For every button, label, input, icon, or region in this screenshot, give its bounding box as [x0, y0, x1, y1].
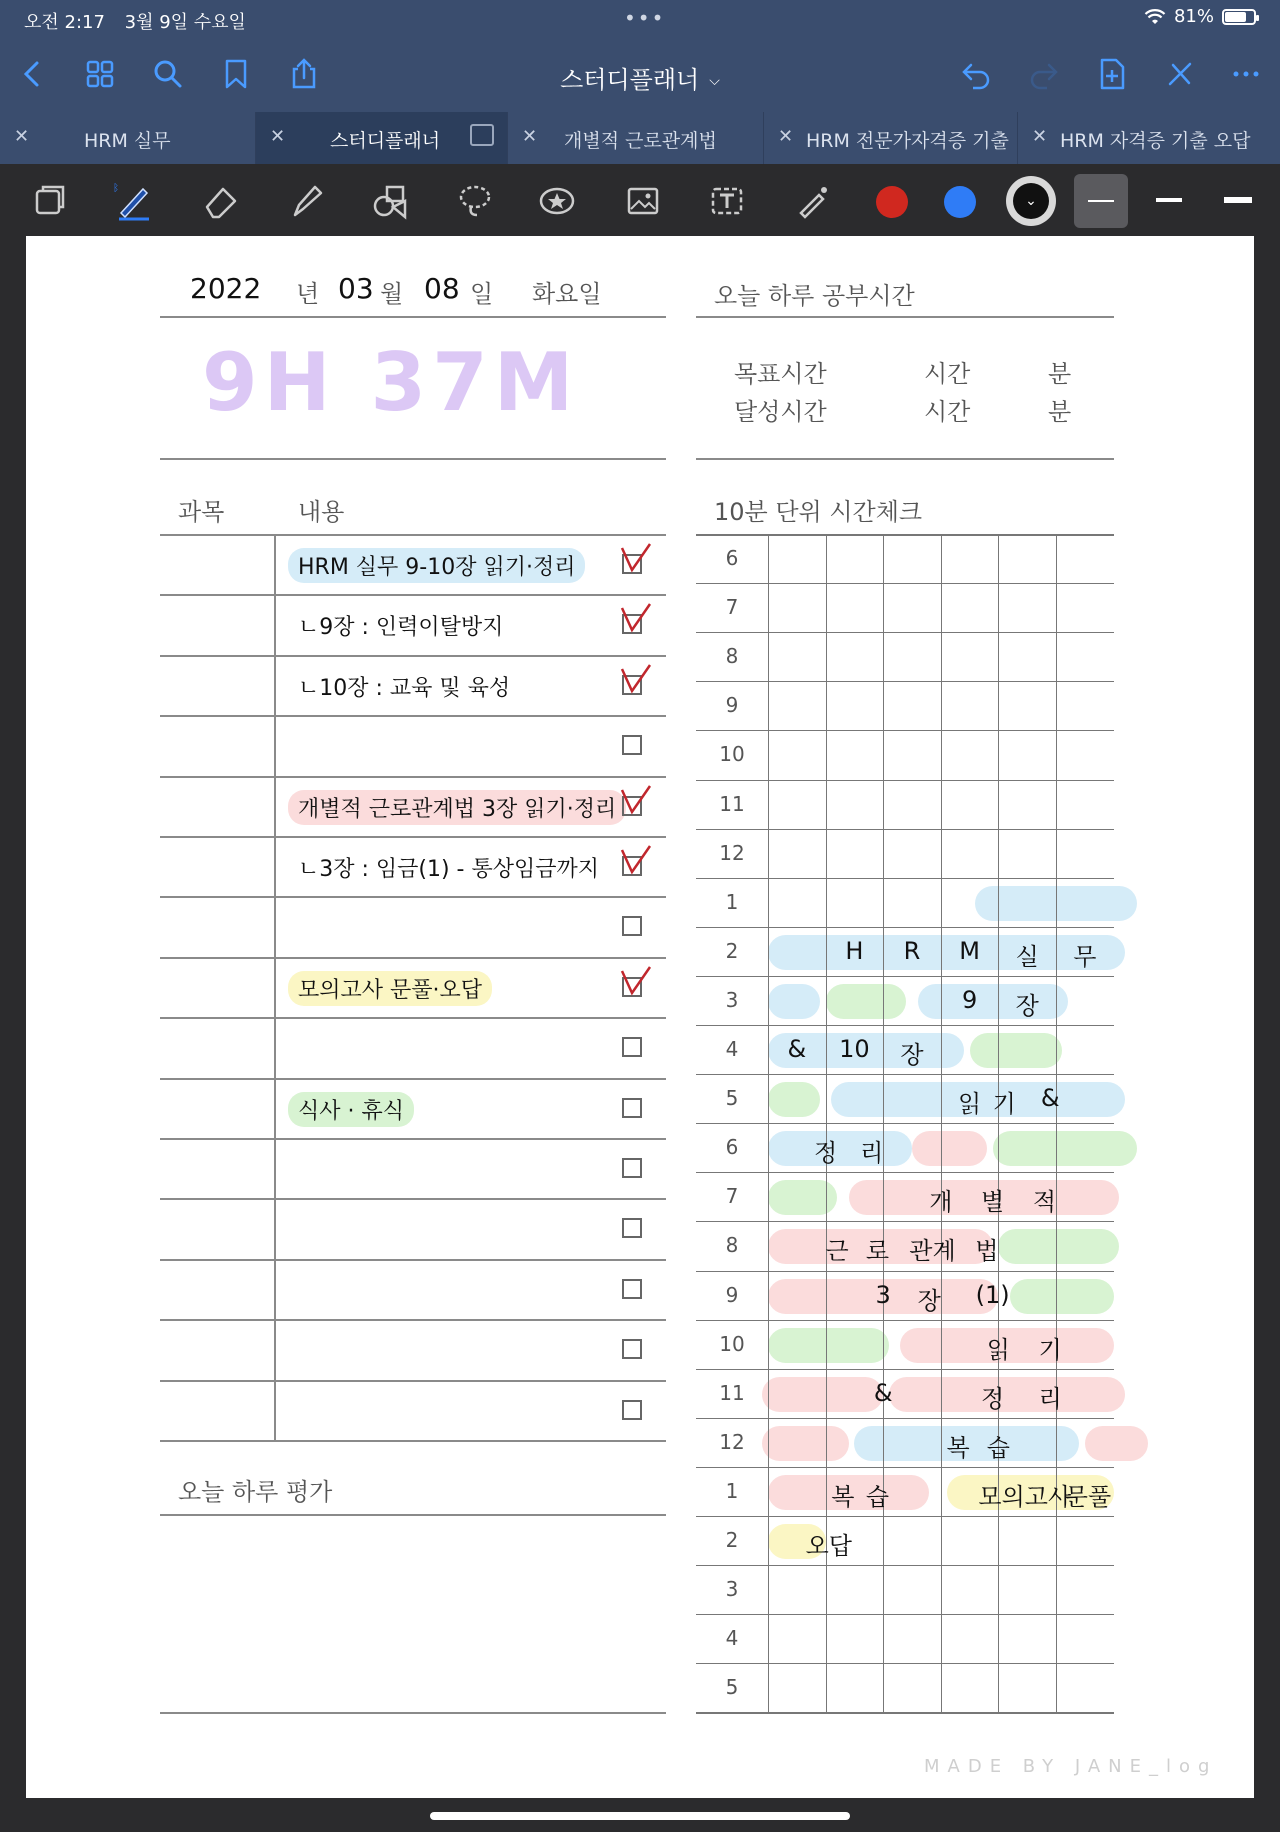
time-text: 장 — [1015, 991, 1039, 1020]
time-text: 정 — [814, 1139, 838, 1168]
task-checkbox[interactable] — [622, 1400, 642, 1420]
year-label: 년 — [296, 280, 320, 308]
grid-row-line — [696, 681, 1114, 682]
task-row-line — [160, 1319, 666, 1321]
grid-row-line — [696, 1369, 1114, 1370]
today-study-label: 오늘 하루 공부시간 — [714, 282, 915, 310]
hour-label: 8 — [725, 1233, 739, 1258]
svg-text:ᛒ: ᛒ — [113, 183, 119, 194]
check-mark-icon — [618, 782, 652, 816]
time-text: & — [873, 1378, 893, 1407]
task-text: 식사 · 휴식 — [288, 1092, 414, 1127]
time-text: 법 — [975, 1237, 999, 1266]
hour-label: 2 — [725, 1528, 739, 1552]
hour-label: 2 — [725, 938, 739, 963]
time-text: 읽 — [958, 1090, 982, 1119]
close-icon[interactable]: ✕ — [270, 126, 286, 147]
goal-time-label: 목표시간 — [734, 360, 827, 388]
time-highlight — [993, 1131, 1137, 1166]
time-text: 오답 — [805, 1532, 852, 1560]
blue-color-swatch[interactable] — [944, 186, 976, 218]
grid-row-line — [696, 1614, 1114, 1615]
task-checkbox[interactable] — [622, 1339, 642, 1359]
time-text: 습 — [865, 1482, 890, 1511]
grid-row-line — [696, 730, 1114, 731]
hour-label: 7 — [725, 595, 739, 620]
grid-row-line — [696, 1663, 1114, 1664]
grid-row-line — [696, 1221, 1114, 1222]
grid-row-line — [696, 1467, 1114, 1468]
grid-row-line — [696, 583, 1114, 584]
goal-minute-label: 분 — [1048, 360, 1072, 388]
task-row-line — [160, 1017, 666, 1019]
time-text: 실 — [1015, 942, 1039, 971]
check-mark-icon — [618, 600, 652, 634]
status-time: 오전 2:17 — [24, 12, 105, 33]
hour-label: 3 — [725, 987, 739, 1012]
chevron-down-icon: ⌵ — [709, 73, 720, 89]
close-icon[interactable]: ✕ — [14, 126, 30, 147]
chevron-down-icon: ⌄ — [1013, 183, 1049, 219]
task-row-line — [160, 1198, 666, 1200]
time-text: & — [787, 1035, 807, 1063]
task-checkbox[interactable] — [622, 1158, 642, 1178]
tab-label: 개별적 근로관계법 — [564, 130, 717, 152]
stroke-thin-button[interactable] — [1074, 174, 1128, 228]
wifi-icon — [1144, 8, 1166, 26]
task-row-line — [160, 957, 666, 959]
tab-label: HRM 전문가자격증 기출 — [806, 130, 1009, 152]
image-icon[interactable] — [618, 176, 668, 226]
multitask-dots[interactable]: ••• — [624, 6, 666, 30]
document-title-text: 스터디플래너 — [560, 66, 700, 94]
time-text: 모의고사 — [978, 1482, 1072, 1511]
tab-study-planner[interactable] — [256, 112, 508, 164]
hour-label: 12 — [719, 1429, 745, 1454]
task-row-line — [160, 896, 666, 898]
achieved-time-label: 달성시간 — [734, 398, 827, 426]
time-text: 적 — [1032, 1188, 1057, 1217]
time-text: 리 — [1038, 1384, 1062, 1413]
nav-bar — [0, 40, 1280, 112]
document-title[interactable] — [0, 60, 1280, 95]
task-row-line — [160, 1380, 666, 1382]
hour-label: 5 — [725, 1675, 739, 1700]
timecheck-header: 10분 단위 시간체크 — [714, 498, 923, 526]
laser-icon[interactable] — [788, 176, 838, 226]
time-text: 10 — [839, 1035, 870, 1063]
check-mark-icon — [618, 963, 652, 997]
close-icon[interactable]: ✕ — [522, 126, 538, 147]
time-highlight — [762, 1426, 848, 1461]
date-year: 2022 — [190, 272, 262, 305]
task-text: ㄴ10장 : 교육 및 육성 — [298, 675, 511, 701]
hour-label: 10 — [719, 742, 745, 767]
check-mark-icon — [618, 842, 652, 876]
time-highlight — [768, 1082, 820, 1117]
grid-row-line — [696, 829, 1114, 830]
time-text: 무 — [1073, 942, 1097, 971]
grid-row-line — [696, 976, 1114, 977]
task-checkbox[interactable] — [622, 1037, 642, 1057]
time-text: 기 — [1038, 1335, 1062, 1364]
grid-row-line — [696, 878, 1114, 879]
task-divider — [274, 534, 276, 1440]
time-text: & — [1040, 1084, 1060, 1113]
task-row-line — [160, 836, 666, 838]
home-indicator[interactable] — [430, 1812, 850, 1820]
add-page-icon[interactable] — [1092, 54, 1132, 94]
time-text: 리 — [860, 1139, 884, 1168]
hour-label: 8 — [725, 644, 739, 669]
hour-label: 3 — [725, 1577, 739, 1602]
time-text: 9 — [961, 985, 978, 1014]
date-month: 03 — [338, 272, 374, 305]
task-text: 개별적 근로관계법 3장 읽기·정리 — [288, 790, 626, 825]
time-text: 습 — [986, 1433, 1010, 1462]
page-icon[interactable] — [24, 176, 74, 226]
tab-labor-law[interactable] — [508, 112, 764, 164]
goal-hour-label: 시간 — [924, 360, 971, 388]
tab-label: HRM 실무 — [84, 130, 171, 152]
grid-row-line — [696, 1712, 1114, 1714]
task-checkbox[interactable] — [622, 1098, 642, 1118]
time-highlight — [768, 984, 820, 1019]
stroke-thick-button[interactable] — [1224, 197, 1252, 203]
task-row-line — [160, 594, 666, 596]
time-highlight — [768, 1180, 837, 1215]
time-highlight — [1010, 1279, 1114, 1314]
task-row-line — [160, 1078, 666, 1080]
hour-label: 6 — [725, 546, 739, 570]
highlighter-icon[interactable] — [282, 176, 332, 226]
hour-label: 9 — [725, 1282, 739, 1307]
task-row-line — [160, 1259, 666, 1261]
time-highlight — [970, 1033, 1062, 1068]
time-text: 문풀 — [1064, 1482, 1112, 1511]
task-text: HRM 실무 9-10장 읽기·정리 — [288, 548, 585, 583]
status-date: 3월 9일 수요일 — [124, 12, 246, 33]
close-icon[interactable]: ✕ — [1032, 126, 1048, 147]
time-text: 장 — [900, 1041, 924, 1069]
check-mark-icon — [618, 661, 652, 695]
task-row-line — [160, 715, 666, 717]
hour-label: 11 — [719, 791, 745, 816]
red-color-swatch[interactable] — [876, 186, 908, 218]
task-top-line — [160, 534, 666, 536]
achieved-hour-label: 시간 — [924, 398, 971, 426]
grid-row-line — [696, 632, 1114, 633]
time-text: M — [959, 936, 980, 965]
time-text: 관계 — [909, 1237, 956, 1266]
tab-label: HRM 자격증 기출 오답 — [1060, 130, 1251, 152]
grid-row-line — [696, 1565, 1114, 1566]
time-text: 읽 — [986, 1335, 1010, 1364]
grid-row-line — [696, 1320, 1114, 1321]
undo-icon[interactable] — [956, 54, 996, 94]
achieved-minute-label: 분 — [1048, 398, 1072, 426]
task-checkbox[interactable] — [622, 1279, 642, 1299]
grid-row-line — [696, 1516, 1114, 1517]
hour-label: 7 — [725, 1184, 739, 1209]
time-highlight — [912, 1131, 987, 1166]
grid-row-line — [696, 1074, 1114, 1075]
battery-icon — [1222, 9, 1256, 25]
tab-hrm-wrong[interactable] — [1018, 112, 1280, 164]
time-text: 정 — [981, 1384, 1005, 1413]
time-text: 근 — [825, 1237, 849, 1266]
time-text: (1) — [975, 1280, 1010, 1309]
day-label: 일 — [470, 280, 494, 308]
grid-row-line — [696, 1271, 1114, 1272]
tab-label: 스터디플래너 — [330, 130, 441, 152]
hour-label: 1 — [725, 889, 739, 914]
close-icon[interactable]: ✕ — [778, 126, 794, 147]
time-highlight — [826, 984, 907, 1019]
evaluation-label: 오늘 하루 평가 — [178, 1478, 333, 1506]
total-study-time: 9H 37M — [202, 336, 580, 429]
more-icon[interactable] — [1226, 54, 1266, 94]
grid-row-line — [696, 1172, 1114, 1173]
text-icon[interactable] — [702, 176, 752, 226]
hour-label: 1 — [725, 1478, 739, 1503]
time-highlight — [1085, 1426, 1148, 1461]
close-pen-icon[interactable] — [1160, 54, 1200, 94]
task-row-line — [160, 655, 666, 657]
task-checkbox[interactable] — [622, 916, 642, 936]
tool-bar — [0, 164, 1280, 236]
grid-row-line — [696, 1418, 1114, 1419]
grid-top-line — [696, 534, 1114, 536]
task-row-line — [160, 1138, 666, 1140]
lasso-icon[interactable] — [450, 176, 500, 226]
date-day: 08 — [424, 272, 460, 305]
task-text: 모의고사 문풀·오답 — [288, 971, 492, 1006]
grid-row-line — [696, 780, 1114, 781]
black-color-swatch[interactable] — [1006, 176, 1056, 226]
time-highlight — [768, 1328, 889, 1363]
weekday: 화요일 — [532, 280, 602, 308]
month-label: 월 — [380, 280, 404, 308]
split-view-icon[interactable] — [470, 124, 494, 146]
stroke-medium-button[interactable] — [1156, 198, 1182, 202]
subject-header: 과목 — [178, 498, 225, 526]
task-row-line — [160, 776, 666, 778]
grid-row-line — [696, 1123, 1114, 1124]
planner-page[interactable] — [26, 236, 1254, 1798]
time-text: H — [845, 936, 864, 965]
time-text: 장 — [917, 1286, 941, 1315]
status-bar — [0, 0, 1280, 40]
time-text: 기 — [992, 1090, 1016, 1119]
content-header: 내용 — [298, 498, 345, 526]
hour-label: 12 — [719, 840, 745, 865]
task-text: ㄴ9장 : 인력이탈방지 — [298, 615, 504, 641]
pen-icon[interactable] — [108, 176, 158, 226]
task-checkbox[interactable] — [622, 735, 642, 755]
tab-hrm-exam[interactable] — [764, 112, 1018, 164]
task-text: ㄴ3장 : 임금(1) - 통상임금까지 — [298, 857, 600, 882]
hour-label: 4 — [725, 1037, 739, 1061]
hour-label: 5 — [725, 1086, 739, 1111]
task-row-line — [160, 1440, 666, 1442]
time-highlight — [998, 1229, 1119, 1264]
hour-label: 9 — [725, 693, 739, 718]
hour-label: 11 — [719, 1380, 745, 1405]
hour-label: 4 — [725, 1626, 739, 1651]
hour-label: 6 — [725, 1135, 739, 1160]
check-mark-icon — [618, 540, 652, 574]
task-checkbox[interactable] — [622, 1218, 642, 1238]
tab-hrm[interactable] — [0, 112, 256, 164]
grid-row-line — [696, 927, 1114, 928]
time-text: 복 — [946, 1433, 970, 1462]
shapes-icon[interactable] — [366, 176, 416, 226]
time-text: 3 — [875, 1280, 891, 1309]
tab-bar — [0, 112, 1280, 164]
battery-percent: 81% — [1173, 6, 1214, 27]
eraser-icon[interactable] — [196, 176, 246, 226]
grid-row-line — [696, 1025, 1114, 1026]
time-text: 복 — [831, 1482, 855, 1511]
hour-label: 10 — [719, 1331, 745, 1356]
time-text: 별 — [981, 1188, 1005, 1217]
time-text: 개 — [929, 1188, 953, 1217]
watermark: MADE BY JANE_log — [924, 1756, 1218, 1777]
time-text: R — [903, 936, 921, 965]
star-icon[interactable] — [532, 176, 582, 226]
redo-icon[interactable] — [1024, 54, 1064, 94]
time-text: 로 — [865, 1237, 890, 1266]
